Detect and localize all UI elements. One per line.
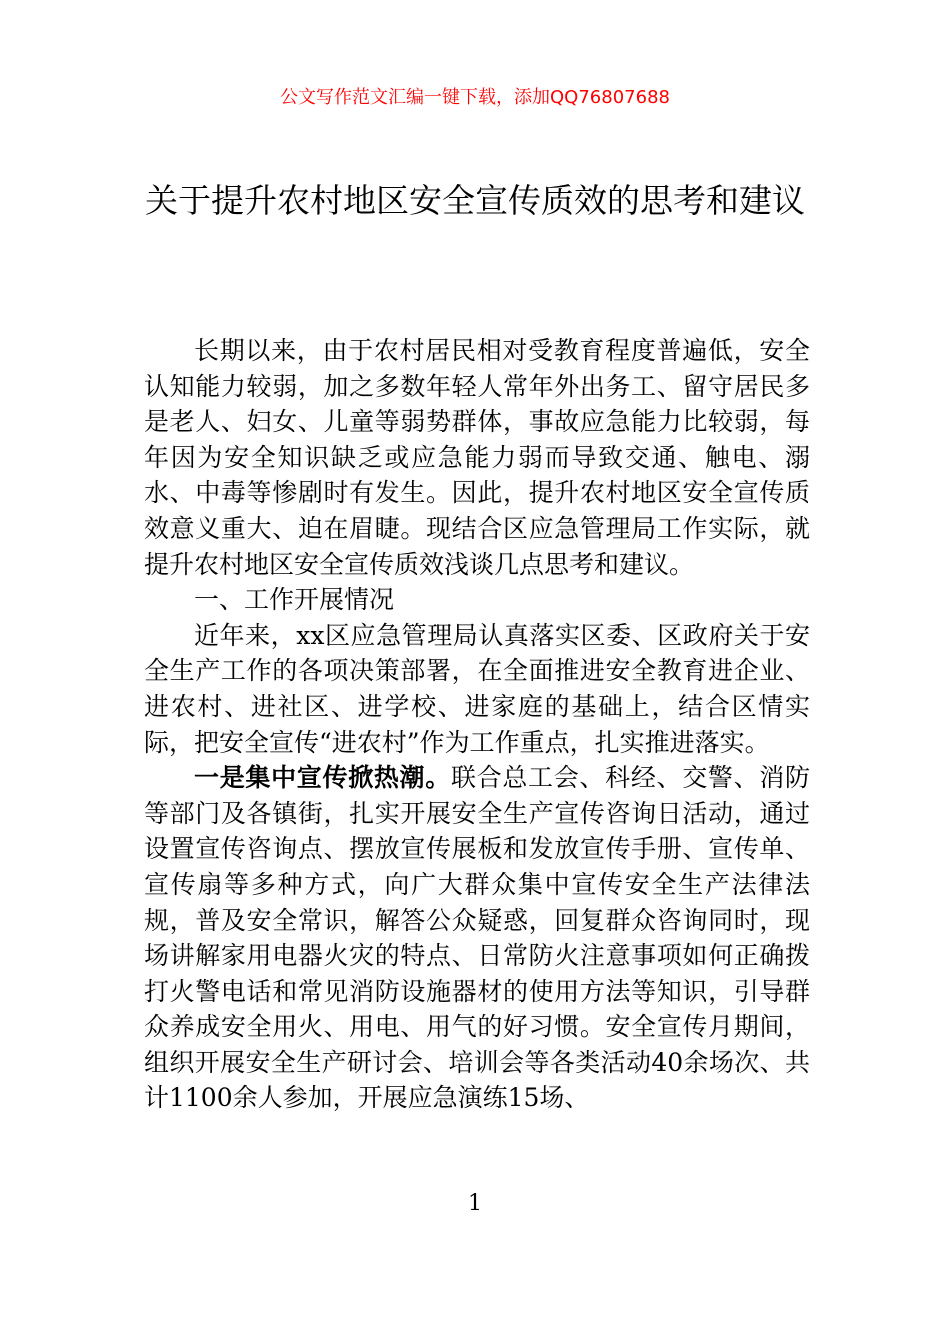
page-number: 1 [468, 1191, 482, 1216]
section-paragraph: 近年来，xx区应急管理局认真落实区委、区政府关于安全生产工作的各项决策部署，在全面推进安全教育进企业、进农村、进社区、进学校、进家庭的基础上，结合区情实际，把安全宣传“进农村”作为工作重点，扎实推进落实。 [144, 620, 810, 757]
subsection-text: 联合总工会、科经、交警、消防等部门及各镇街，扎实开展安全生产宣传咨询日活动，通过设置宣传咨询点、摆放宣传展板和发放宣传手册、宣传单、宣传扇等多种方式，向广大群众集中宣传安全生产法律法规，普及安全常识，解答公众疑惑，回复群众咨询同时，现场讲解家用电器火灾的特点、日常防火注意事项如何正确拨打火警电话和常见消防设施器材的使用方法等知识，引导群众养成安全用火、用电、用气的好习惯。安全宣传月期间，组织开展安全生产研讨会、培训会等各类活动40余场次、共计1100余人参加，开展应急演练15场、 [144, 763, 810, 1113]
header-ad-banner: 公文写作范文汇编一键下载，添加QQ76807688 [280, 87, 670, 108]
subsection-paragraph [144, 760, 810, 1116]
intro-paragraph: 长期以来，由于农村居民相对受教育程度普遍低，安全认知能力较弱，加之多数年轻人常年外出务工、留守居民多是老人、妇女、儿童等弱势群体，事故应急能力比较弱，每年因为安全知识缺乏或应急能力弱而导致交通、触电、溺水、中毒等惨剧时有发生。因此，提升农村地区安全宣传质效意义重大、迫在眉睫。现结合区应急管理局工作实际，就提升农村地区安全宣传质效浅谈几点思考和建议。 [144, 336, 810, 579]
document-title: 关于提升农村地区安全宣传质效的思考和建议 [145, 181, 805, 220]
subsection-lead: 一是集中宣传掀热潮。 [194, 763, 451, 793]
document-body [144, 333, 810, 1116]
section-heading: 一、工作开展情况 [194, 585, 395, 615]
